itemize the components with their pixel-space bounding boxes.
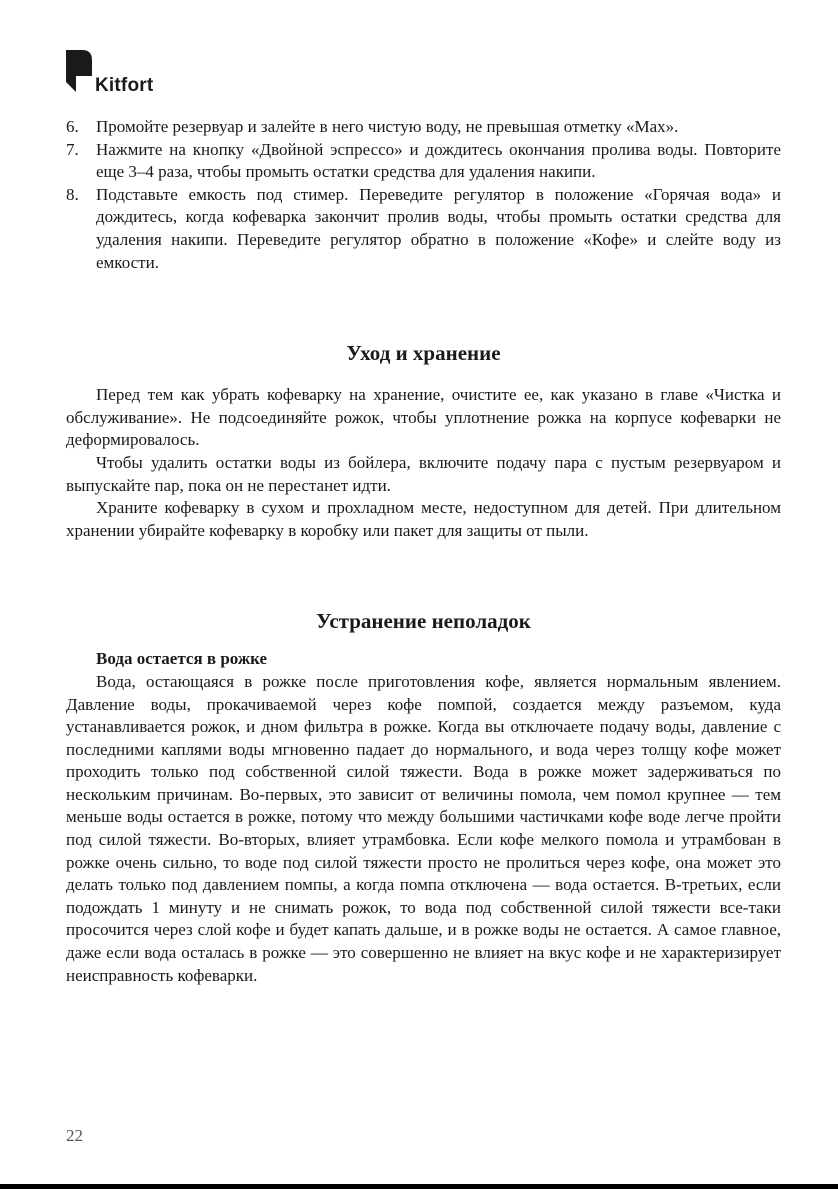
- brand-logo: [66, 50, 206, 100]
- care-section: [66, 384, 781, 542]
- care-paragraph: Чтобы удалить остатки воды из бойлера, включите подачу пара с пустым резервуаром и выпускайте пар, пока он не перестанет идти.: [66, 452, 781, 495]
- list-item: [66, 139, 781, 184]
- page-number: 22: [66, 1126, 83, 1145]
- page-content: [66, 116, 781, 987]
- brand-name: Kitfort: [95, 75, 154, 96]
- step-number: 8.: [66, 184, 79, 204]
- troubleshooting-section: [66, 648, 781, 987]
- step-text: Промойте резервуар и залейте в него чистую воду, не превышая отметку «Max».: [96, 117, 679, 136]
- kitfort-logo-mark-icon: [66, 50, 92, 94]
- step-text: Нажмите на кнопку «Двойной эспрессо» и дождитесь окончания пролива воды. Повторите еще 3–4 раза, чтобы промыть остатки средства для удаления накипи.: [96, 139, 781, 182]
- troubleshooting-paragraph: Вода, остающаяся в рожке после приготовления кофе, является нормальным явлением. Давление воды, прокачиваемой через кофе помпой, создается между разъемом, куда устанавливается рожок, и дном фильтра в рожке. Когда вы отключаете подачу воды, давление с последними каплями воды мгновенно падает до нормального, и вода через толщу кофе может проходить только под собственной силой тяжести. Вода в рожке может задерживаться по нескольким причинам. Во-первых, это зависит от величины помола, чем помол крупнее — тем меньше воды остается в рожке, потому что между большими частичками кофе воде легче пройти под силой тяжести. Во-вторых, влияет утрамбовка. Если кофе мелкого помола и утрамбован в рожке очень сильно, то воде под силой тяжести просто не пролиться через кофе, она может это делать только под давлением помпы, а когда помпа отключена — вода остается. В-третьих, если подождать 1 минуту и не снимать рожок, то вода под собственной силой тяжести все-таки просочится через слой кофе и будет капать дальше, и в рожке воды не остается. А самое главное, даже если вода осталась в рожке — это совершенно не влияет на вкус кофе и не характеризирует неисправность кофеварки.: [66, 671, 781, 985]
- step-number: 6.: [66, 117, 79, 136]
- steps-list: [66, 116, 781, 274]
- troubleshooting-subheading: Вода остается в рожке: [96, 649, 268, 669]
- troubleshooting-heading: Устранение неполадок: [316, 609, 531, 634]
- bottom-border: [0, 1184, 838, 1189]
- list-item: [66, 184, 781, 274]
- step-text: Подставьте емкость под стимер. Переведите регулятор в положение «Горячая вода» и дождитесь, когда кофеварка закончит пролив воды, чтобы промыть остатки средства для удаления накипи. Переведите регулятор обратно в положение «Кофе» и слейте воду из емкости.: [96, 184, 781, 272]
- list-item: [66, 116, 781, 139]
- care-paragraph: Храните кофеварку в сухом и прохладном месте, недоступном для детей. При длительном хранении убирайте кофеварку в коробку или пакет для защиты от пыли.: [66, 498, 781, 540]
- care-paragraph: Перед тем как убрать кофеварку на хранение, очистите ее, как указано в главе «Чистка и обслуживание». Не подсоединяйте рожок, чтобы уплотнение рожка на корпусе кофеварки не деформировалось.: [66, 385, 781, 450]
- step-number: 7.: [66, 139, 79, 159]
- care-heading: Уход и хранение: [346, 341, 501, 366]
